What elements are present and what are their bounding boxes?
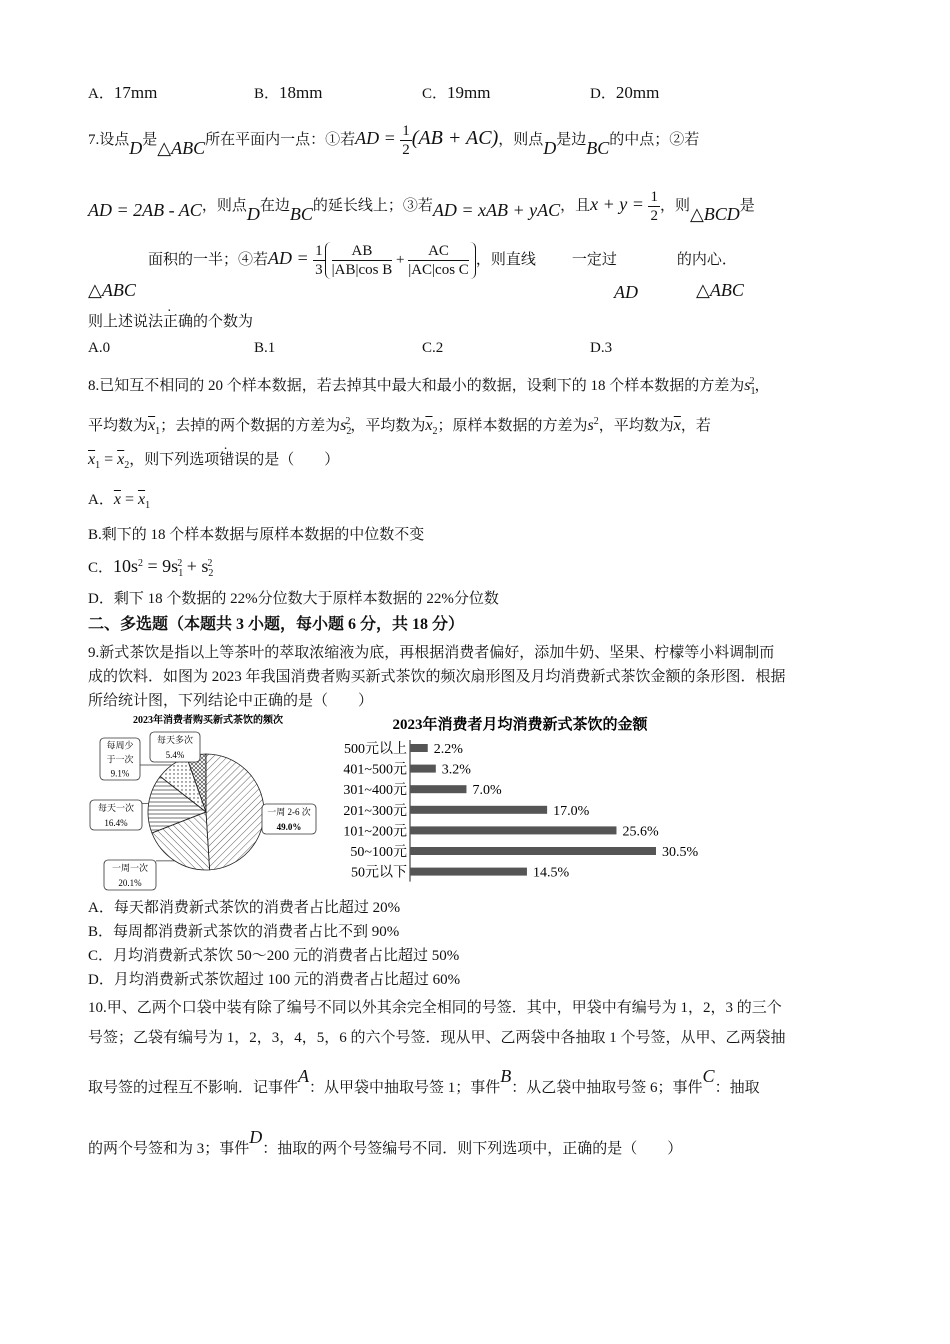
q9-option-a: A．每天都消费新式茶饮的消费者占比超过 20%	[88, 900, 401, 916]
bar-chart	[320, 710, 720, 894]
q9-line-3: 所给统计图，下列结论中正确的是（ ）	[88, 693, 374, 709]
q8-option-b: B.剩下的 18 个样本数据与原样本数据的中位数不变	[88, 527, 425, 543]
bar-value-label-5: 30.5%	[662, 845, 699, 860]
q7-ad-label: AD	[614, 282, 638, 302]
pie-label-0	[262, 804, 316, 834]
pie-label-text-0-0: 一周 2-6 次	[267, 807, 311, 817]
q9-option-c: C．月均消费新式茶饮 50～200 元的消费者占比超过 50%	[88, 948, 460, 964]
pie-label-4	[150, 732, 200, 762]
pie-title: 2023年消费者购买新式茶饮的频次	[133, 715, 283, 726]
pie-label-text-0-1: 49.0%	[276, 822, 302, 832]
bar-category-0: 500元以上	[344, 742, 407, 757]
bar-category-6: 50元以下	[351, 865, 407, 881]
bar-value-label-0: 2.2%	[433, 742, 463, 757]
bar-value-label-4: 25.6%	[622, 824, 659, 840]
q9-option-d: D．月均消费新式茶饮超过 100 元的消费者占比超过 60%	[88, 972, 461, 988]
bar-title: 2023年消费者月均消费新式茶饮的金额	[392, 717, 648, 733]
q10-line-1: 10.甲、乙两个口袋中装有除了编号不同以外其余完全相同的号签．其中，甲袋中有编号为 1，2，3 的三个	[88, 1000, 782, 1016]
q8-line-1: 8.已知互不相同的 20 个样本数据，若去掉其中最大和最小的数据，设剩下的 18 个样本数据的方差为$s_1^2$，	[88, 376, 770, 397]
q10-line-4: 的两个号签和为 3；事件D：抽取的两个号签编号不同．则下列选项中，正确的是（ ）	[88, 1127, 683, 1157]
q9-line-1: 9.新式茶饮是指以上等茶叶的萃取浓缩液为底，再根据消费者偏好，添加牛奶、坚果、柠檬等小料调制而	[88, 645, 775, 661]
section-2-heading: 二、多选题（本题共 3 小题，每小题 6 分，共 18 分）	[88, 616, 465, 633]
bar-category-5: 50~100元	[350, 845, 407, 860]
bar-4	[410, 826, 616, 834]
pie-label-text-1-0: 一周一次	[111, 863, 149, 873]
q8-option-c: C．$10s^2 = 9s_1^2 + s_2^2$	[88, 556, 214, 579]
q7-tail: 则上述说法正确的个数为	[88, 314, 254, 330]
bar-category-1: 401~500元	[343, 762, 407, 778]
bar-1	[410, 765, 436, 773]
q8-option-d: D．剩下 18 个数据的 22%分位数大于原样本数据的 22%分位数	[88, 591, 499, 607]
pie-label-text-2-1: 16.4%	[104, 818, 128, 828]
q6-option-c: C．19mm	[422, 83, 491, 102]
q8-line-3: $\overline{x}_1 = \overline{x}_2$，则下列选项错误的是（ ）	[88, 451, 340, 471]
q8-line-2: 平均数为$\overline{x}_1$；去掉的两个数据的方差为$s_2^2$，平均数为$\overline{x}_2$；原样本数据的方差为$s^2$，平均数为$\overline{x}$，若	[88, 416, 711, 437]
bar-value-label-1: 3.2%	[441, 762, 471, 778]
q9-option-b: B．每周都消费新式茶饮的消费者占比不到 90%	[88, 924, 400, 940]
bar-value-label-6: 14.5%	[532, 865, 570, 881]
bar-2	[410, 785, 466, 793]
pie-label-text-3-1: 于一次	[106, 754, 134, 765]
pie-chart	[88, 712, 328, 894]
q7-line-3: 面积的一半；④若AD = $\frac{1}{3}$ $\frac{AB}{\text{|AB|cos B}}$ + $\frac{AC}{\text{|AC|cos C}}$ ，则直线 一定过 的内心．	[148, 243, 737, 278]
q6-option-b: B．18mm	[254, 83, 323, 102]
bar-category-3: 201~300元	[343, 803, 407, 819]
pie-label-2	[90, 800, 149, 830]
bar-0	[410, 744, 428, 752]
q7-option-d: D.3	[590, 340, 613, 356]
pie-slice-0	[206, 754, 264, 870]
pie-label-text-3-2: 9.1%	[110, 768, 130, 779]
q7-line-1: 7.设点D是△ABC所在平面内一点：①若AD = $\frac{1}{2}$ (AB + AC)，则点D是边BC的中点；②若	[88, 123, 700, 158]
bar-category-4: 101~200元	[343, 824, 407, 840]
pie-label-text-4-0: 每天多次	[156, 735, 194, 745]
q7-option-b: B.1	[254, 340, 276, 356]
bar-3	[410, 806, 547, 814]
q7-line-2: AD = 2AB - AC，则点D在边BC的延长线上；③若AD = xAB + yAC，且x + y = $\frac{1}{2}$ ，则△BCD是	[88, 189, 755, 224]
q8-option-a: A．$\overline{x} = \overline{x}_1$	[88, 491, 151, 511]
pie-label-text-2-0: 每天一次	[97, 803, 135, 813]
q10-line-3: 取号签的过程互不影响．记事件A：从甲袋中抽取号签 1；事件B：从乙袋中抽取号签 6；事件C：抽取	[88, 1066, 760, 1096]
pie-label-text-4-1: 5.4%	[165, 750, 185, 760]
bar-category-2: 301~400元	[343, 783, 407, 799]
q7-abc-label: △ABC	[696, 280, 744, 300]
pie-label-text-3-0: 每周少	[106, 740, 134, 751]
q7-option-c: C.2	[422, 340, 444, 356]
q6-option-a: A．17mm	[88, 83, 158, 102]
bar-value-label-2: 7.0%	[472, 783, 502, 799]
pie-label-text-1-1: 20.1%	[118, 878, 142, 888]
q6-option-d: D．20mm	[590, 83, 660, 102]
q7-option-a: A.0	[88, 340, 111, 356]
bar-5	[410, 847, 656, 855]
bar-value-label-3: 17.0%	[553, 803, 590, 819]
bar-6	[410, 868, 527, 876]
q10-line-2: 号签；乙袋有编号为 1，2，3，4，5，6 的六个号签．现从甲、乙两袋中各抽取 1 个号签，从甲、乙两袋抽	[88, 1030, 786, 1046]
pie-label-1	[104, 860, 175, 890]
q7-line-3-sub: △ABC	[88, 280, 136, 300]
q9-line-2: 成的饮料．如图为 2023 年我国消费者购买新式茶饮的频次扇形图及月均消费新式茶饮金额的条形图．根据	[88, 669, 786, 685]
